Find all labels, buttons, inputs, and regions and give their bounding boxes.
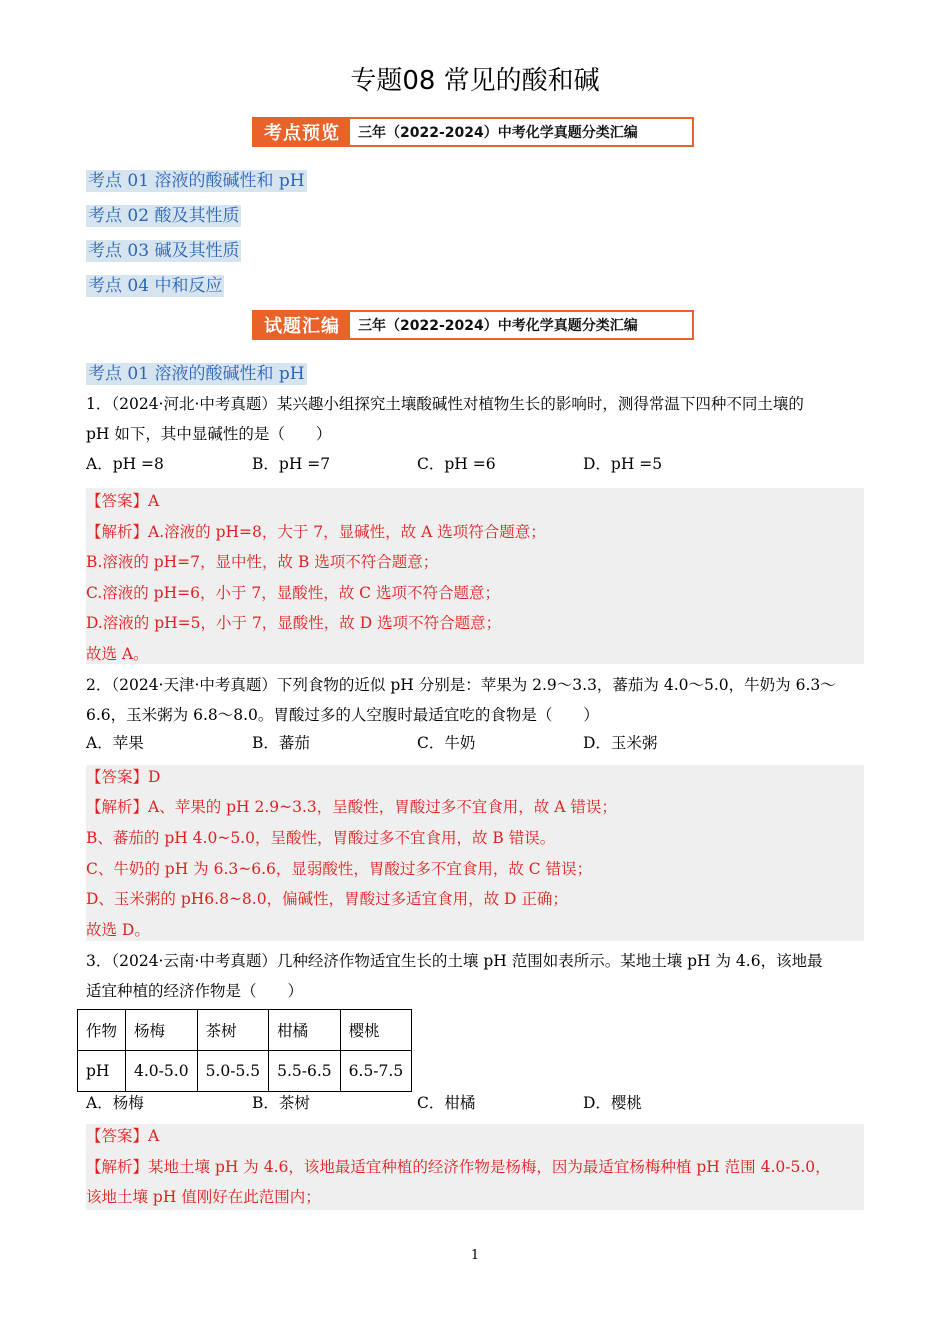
table-cell: 作物 xyxy=(78,1010,126,1051)
preview-banner xyxy=(252,117,694,147)
q2-option-d: D．玉米粥 xyxy=(583,734,658,752)
banner-text: 三年（2022-2024）中考化学真题分类汇编 xyxy=(358,318,638,334)
table-cell: 5.5-6.5 xyxy=(269,1051,341,1092)
table-cell: 杨梅 xyxy=(126,1010,198,1051)
toc-item-2[interactable]: 考点 02 酸及其性质 xyxy=(88,206,240,226)
q2-stem-line2: 6.6，玉米粥为 6.8～8.0。胃酸过多的人空腹时最适宜吃的食物是（ ） xyxy=(86,706,599,724)
q1-option-b: B．pH =7 xyxy=(252,455,331,473)
banner-tag: 试题汇编 xyxy=(254,312,350,338)
q2-option-a: A．苹果 xyxy=(86,734,144,752)
q1-analysis-1: 【解析】A.溶液的 pH=8，大于 7，显碱性，故 A 选项符合题意； xyxy=(86,523,546,541)
q3-option-d: D．樱桃 xyxy=(583,1094,642,1112)
table-cell: 樱桃 xyxy=(340,1010,412,1051)
page-number: 1 xyxy=(470,1248,480,1263)
q1-analysis-2: B.溶液的 pH=7，显中性，故 B 选项不符合题意； xyxy=(86,553,439,571)
q2-analysis-2: B、蕃茄的 pH 4.0~5.0，呈酸性，胃酸过多不宜食用，故 B 错误。 xyxy=(86,829,556,847)
page-title: 专题08 常见的酸和碱 xyxy=(350,66,600,96)
q3-stem-line2: 适宜种植的经济作物是（ ） xyxy=(86,982,304,1000)
table-row xyxy=(78,1010,412,1051)
q1-stem-line2: pH 如下，其中显碱性的是（ ） xyxy=(86,425,332,443)
table-cell: 茶树 xyxy=(197,1010,269,1051)
q3-analysis-2: 该地土壤 pH 值刚好在此范围内； xyxy=(86,1188,321,1206)
q3-option-c: C．柑橘 xyxy=(417,1094,476,1112)
q1-answer: 【答案】A xyxy=(86,492,160,510)
q1-option-d: D．pH =5 xyxy=(583,455,663,473)
q2-analysis-1: 【解析】A、苹果的 pH 2.9~3.3，呈酸性，胃酸过多不宜食用，故 A 错误； xyxy=(86,798,617,816)
q1-analysis-5: 故选 A。 xyxy=(86,645,149,663)
q1-analysis-4: D.溶液的 pH=5，小于 7，显酸性，故 D 选项不符合题意； xyxy=(86,614,502,632)
q1-option-c: C．pH =6 xyxy=(417,455,496,473)
table-cell: 柑橘 xyxy=(269,1010,341,1051)
section-heading: 考点 01 溶液的酸碱性和 pH xyxy=(88,364,305,384)
toc-item-4[interactable]: 考点 04 中和反应 xyxy=(88,276,223,296)
q2-options xyxy=(86,731,866,761)
table-cell: 4.0-5.0 xyxy=(126,1051,198,1092)
q3-option-a: A．杨梅 xyxy=(86,1094,144,1112)
table-cell: 6.5-7.5 xyxy=(340,1051,412,1092)
q3-option-b: B．茶树 xyxy=(252,1094,310,1112)
q2-analysis-5: 故选 D。 xyxy=(86,921,150,939)
q2-option-c: C．牛奶 xyxy=(417,734,476,752)
banner-text: 三年（2022-2024）中考化学真题分类汇编 xyxy=(358,125,638,141)
banner-tag: 考点预览 xyxy=(254,119,350,145)
q3-analysis-1: 【解析】某地土壤 pH 为 4.6，该地最适宜种植的经济作物是杨梅，因为最适宜杨梅种植 pH 范围 4.0-5.0， xyxy=(86,1158,831,1176)
toc-item-3[interactable]: 考点 03 碱及其性质 xyxy=(88,241,240,261)
q3-stem-line1: 3．（2024·云南·中考真题）几种经济作物适宜生长的土壤 pH 范围如表所示。某地土壤 pH 为 4.6，该地最 xyxy=(86,952,823,970)
q3-options xyxy=(86,1091,866,1121)
toc-item-1[interactable]: 考点 01 溶液的酸碱性和 pH xyxy=(88,171,305,191)
exercises-banner xyxy=(252,310,694,340)
q3-answer: 【答案】A xyxy=(86,1127,160,1145)
q2-stem-line1: 2．（2024·天津·中考真题）下列食物的近似 pH 分别是：苹果为 2.9～3.3，蕃茄为 4.0～5.0，牛奶为 6.3～ xyxy=(86,676,836,694)
table-cell: pH xyxy=(78,1051,126,1092)
q1-options xyxy=(86,452,866,482)
table-row xyxy=(78,1051,412,1092)
q2-option-b: B．蕃茄 xyxy=(252,734,310,752)
table-cell: 5.0-5.5 xyxy=(197,1051,269,1092)
q1-analysis-3: C.溶液的 pH=6，小于 7，显酸性，故 C 选项不符合题意； xyxy=(86,584,500,602)
q2-analysis-4: D、玉米粥的 pH6.8~8.0，偏碱性，胃酸过多适宜食用，故 D 正确； xyxy=(86,890,568,908)
q2-answer: 【答案】D xyxy=(86,768,161,786)
q2-analysis-3: C、牛奶的 pH 为 6.3~6.6，显弱酸性，胃酸过多不宜食用，故 C 错误； xyxy=(86,860,593,878)
q1-option-a: A．pH =8 xyxy=(86,455,164,473)
ph-range-table xyxy=(77,1009,412,1092)
q1-stem-line1: 1．（2024·河北·中考真题）某兴趣小组探究土壤酸碱性对植物生长的影响时，测得常温下四种不同土壤的 xyxy=(86,395,804,413)
